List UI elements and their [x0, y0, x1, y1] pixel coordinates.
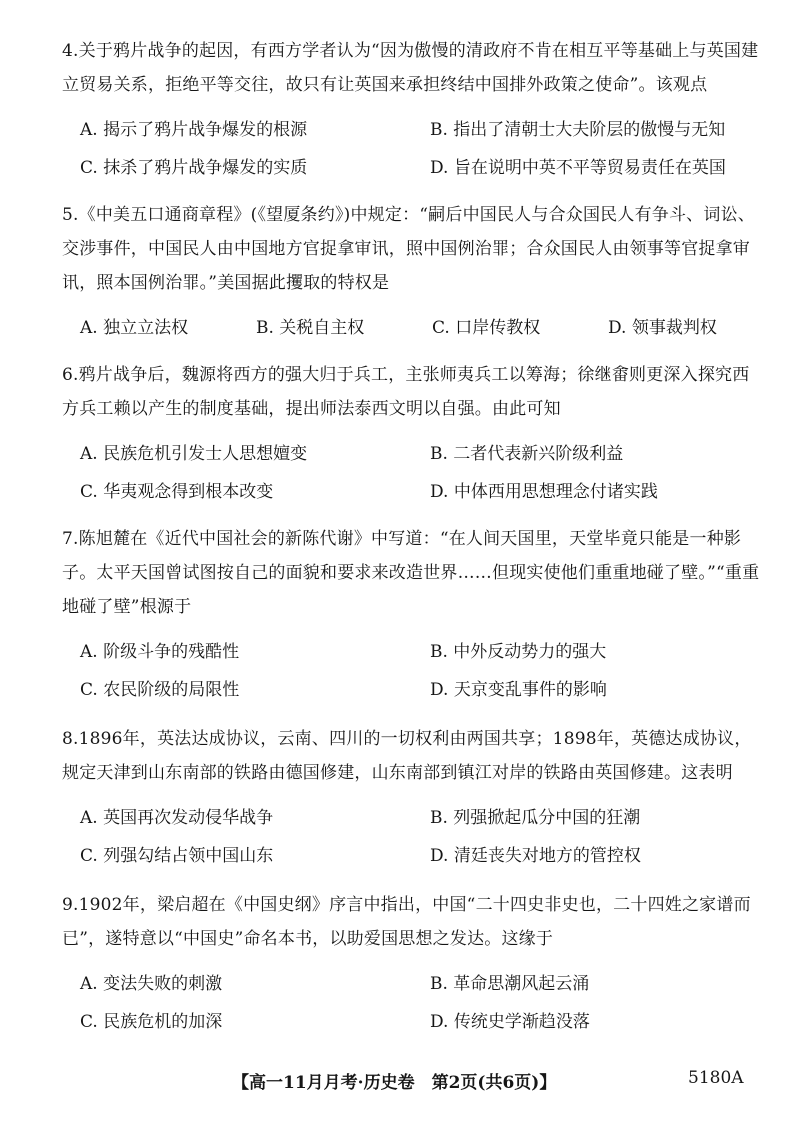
option-row: [62, 306, 762, 344]
footer-title: 【高一11月月考·历史卷 第2页(共6页)】: [232, 1073, 557, 1093]
option-a: A. 英国再次发动侵华战争: [80, 807, 274, 828]
option-a: A. 民族危机引发士人思想嬗变: [80, 443, 308, 464]
page-footer: [0, 1068, 794, 1098]
option-row: [62, 630, 762, 668]
option-d: D. 传统史学渐趋没落: [430, 1011, 590, 1032]
question-4: [62, 34, 762, 184]
question-stem: 4.关于鸦片战争的起因，有西方学者认为“因为傲慢的清政府不肯在相互平等基础上与英国建立贸易关系，拒绝平等交往，故只有让英国来承担终结中国排外政策之使命”。该观点: [62, 41, 759, 95]
option-row: [62, 962, 762, 1000]
option-a: A. 阶级斗争的残酷性: [80, 641, 240, 662]
options: [62, 432, 762, 508]
option-row: [62, 668, 762, 706]
option-row: [62, 108, 762, 146]
option-d: D. 旨在说明中英不平等贸易责任在英国: [430, 157, 726, 178]
question-6: [62, 358, 762, 508]
option-b: B. 指出了清朝士大夫阶层的傲慢与无知: [430, 119, 726, 140]
option-row: [62, 432, 762, 470]
question-stem: 8.1896年，英法达成协议，云南、四川的一切权利由两国共享；1898年，英德达成协议，规定天津到山东南部的铁路由德国修建，山东南部到镇江对岸的铁路由英国修建。这表明: [62, 729, 752, 783]
option-row: [62, 470, 762, 508]
options: [62, 306, 762, 344]
option-c: C. 华夷观念得到根本改变: [80, 481, 274, 502]
option-a: A. 变法失败的刺激: [80, 973, 223, 994]
option-b: B. 革命思潮风起云涌: [430, 973, 590, 994]
question-stem: 5.《中美五口通商章程》(《望厦条约》)中规定：“嗣后中国民人与合众国民人有争斗、词讼、交涉事件，中国民人由中国地方官捉拿审讯，照中国例治罪；合众国民人由领事等官捉拿审讯，照本国例治罪。”美国据此攫取的特权是: [62, 205, 755, 293]
options: [62, 796, 762, 872]
footer-code: 5180A: [688, 1068, 744, 1088]
options: [62, 108, 762, 184]
question-stem: 6.鸦片战争后，魏源将西方的强大归于兵工，主张师夷兵工以筹海；徐继畬则更深入探究西方兵工赖以产生的制度基础，提出师法泰西文明以自强。由此可知: [62, 365, 750, 419]
option-b: B. 中外反动势力的强大: [430, 641, 607, 662]
option-d: D. 清廷丧失对地方的管控权: [430, 845, 641, 866]
option-c: C. 列强勾结占领中国山东: [80, 845, 274, 866]
option-row: [62, 1000, 762, 1038]
option-d: D. 天京变乱事件的影响: [430, 679, 607, 700]
question-stem: 7.陈旭麓在《近代中国社会的新陈代谢》中写道：“在人间天国里，天堂毕竟只能是一种影子。太平天国曾试图按自己的面貌和要求来改造世界……但现实使他们重重地碰了壁。”“重重地碰了壁”根源于: [62, 529, 760, 617]
options: [62, 962, 762, 1038]
question-stem: 9.1902年，梁启超在《中国史纲》序言中指出，中国“二十四史非史也，二十四姓之家谱而已”，遂特意以“中国史”命名本书，以助爱国思想之发达。这缘于: [62, 895, 751, 949]
option-row: [62, 834, 762, 872]
question-8: [62, 722, 762, 872]
option-d: D. 中体西用思想理念付诸实践: [430, 481, 658, 502]
option-a: A. 独立立法权: [80, 317, 189, 338]
option-b: B. 二者代表新兴阶级利益: [430, 443, 624, 464]
option-c: C. 抹杀了鸦片战争爆发的实质: [80, 157, 308, 178]
option-a: A. 揭示了鸦片战争爆发的根源: [80, 119, 308, 140]
option-b: B. 关税自主权: [256, 317, 365, 338]
option-c: C. 口岸传教权: [432, 317, 541, 338]
option-row: [62, 796, 762, 834]
options: [62, 630, 762, 706]
option-row: [62, 146, 762, 184]
option-d: D. 领事裁判权: [608, 317, 717, 338]
option-c: C. 民族危机的加深: [80, 1011, 223, 1032]
question-7: [62, 522, 762, 706]
question-9: [62, 888, 762, 1038]
option-b: B. 列强掀起瓜分中国的狂潮: [430, 807, 641, 828]
option-c: C. 农民阶级的局限性: [80, 679, 240, 700]
question-5: [62, 198, 762, 344]
